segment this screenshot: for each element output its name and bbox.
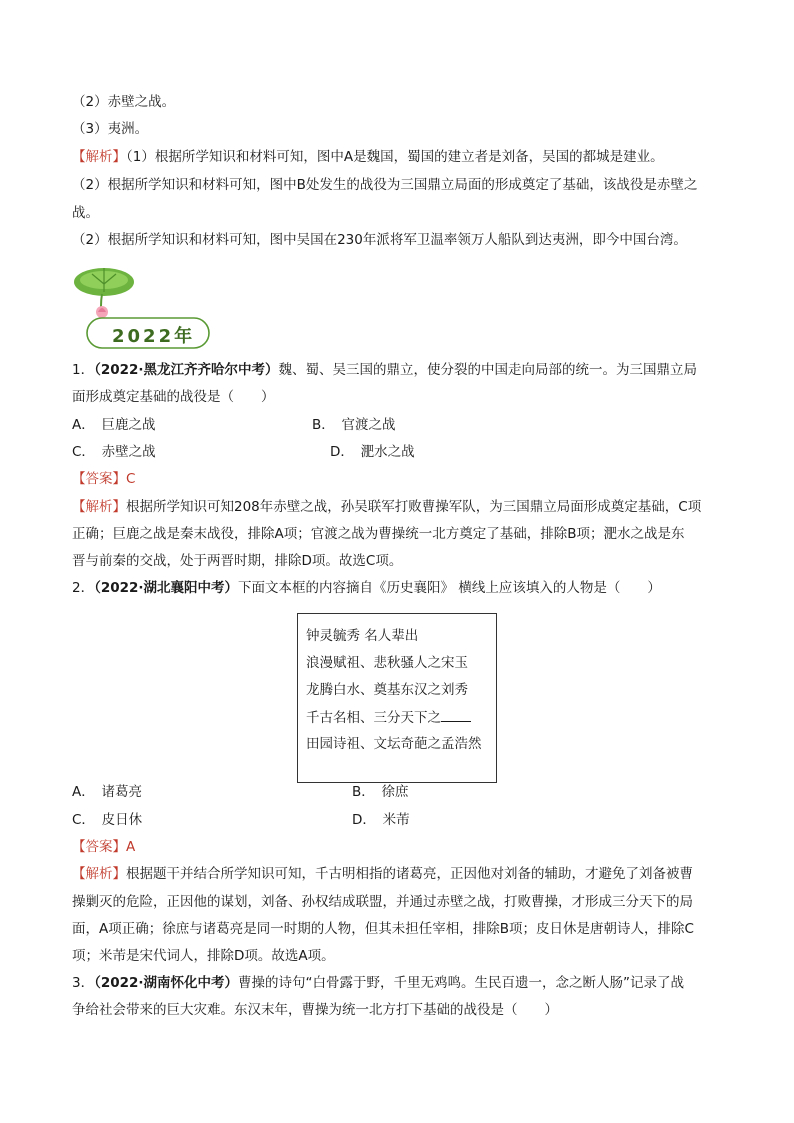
q3-stem-text: 曹操的诗句“白骨露于野，千里无鸡鸣。生民百遗一，念之断人肠”记录了战 xyxy=(238,975,685,991)
year-badge-label: 2022年 xyxy=(112,326,196,347)
q3-stem-line-1 xyxy=(72,973,684,993)
q2-option-b: B． 徐庶 xyxy=(352,784,409,800)
q1-source: （2022·黑龙江齐齐哈尔中考） xyxy=(94,362,279,378)
q1-analysis-line-2: 正确；巨鹿之战是秦末战役，排除A项；官渡之战为曹操统一北方奠定了基础，排除B项；淝水之战是东 xyxy=(72,526,685,542)
analysis-line-1 xyxy=(72,147,664,167)
fill-in-blank xyxy=(441,707,471,722)
q2-answer-value: A xyxy=(126,839,136,855)
q2-number: 2． xyxy=(72,580,95,596)
q1-option-b: B． 官渡之战 xyxy=(312,417,396,433)
q3-source: （2022·湖南怀化中考） xyxy=(94,975,239,991)
q1-analysis-line-3: 晋与前秦的交战，处于两晋时期，排除D项。故选C项。 xyxy=(72,553,403,569)
q1-analysis-line-1 xyxy=(72,497,701,517)
q2-analysis-label: 【解析】 xyxy=(72,866,126,882)
analysis-line-3: 战。 xyxy=(72,205,99,221)
box-line-2: 浪漫赋祖、悲秋骚人之宋玉 xyxy=(306,655,468,671)
answer-line-2: （2）赤壁之战。 xyxy=(72,94,176,110)
q2-stem-line xyxy=(72,578,661,598)
q1-stem-text: 魏、蜀、吴三国的鼎立，使分裂的中国走向局部的统一。为三国鼎立局 xyxy=(278,362,698,378)
q1-analysis-label: 【解析】 xyxy=(72,499,126,515)
q2-option-d: D． 米芾 xyxy=(352,812,410,828)
box-line-5: 田园诗祖、文坛奇葩之孟浩然 xyxy=(306,736,482,752)
q2-source: （2022·湖北襄阳中考） xyxy=(94,580,239,596)
q3-stem-line-2: 争给社会带来的巨大灾难。东汉末年，曹操为统一北方打下基础的战役是（ ） xyxy=(72,1002,558,1018)
q2-analysis-line-1 xyxy=(72,864,693,884)
q2-analysis-text: 根据题干并结合所学知识可知，千古明相指的诸葛亮，正因他对刘备的辅助，才避免了刘备被曹 xyxy=(126,866,693,882)
q1-analysis-text: 根据所学知识可知208年赤壁之战，孙吴联军打败曹操军队，为三国鼎立局面形成奠定基础，C项 xyxy=(126,499,702,515)
box-line-1: 钟灵毓秀 名人辈出 xyxy=(306,628,419,644)
analysis-label: 【解析】 xyxy=(72,149,126,165)
analysis-line-2: （2）根据所学知识和材料可知，图中B处发生的战役为三国鼎立局面的形成奠定了基础，该战役是赤壁之 xyxy=(72,177,698,193)
q2-answer xyxy=(72,837,135,857)
year-badge xyxy=(72,262,212,352)
answer-line-3: （3）夷洲。 xyxy=(72,121,149,137)
q1-answer-label: 【答案】 xyxy=(72,471,126,487)
analysis-text: （1）根据所学知识和材料可知，图中A是魏国，蜀国的建立者是刘备，吴国的都城是建业。 xyxy=(126,149,664,165)
q3-number: 3． xyxy=(72,975,95,991)
q2-analysis-line-2: 操剿灭的危险，正因他的谋划，刘备、孙权结成联盟，并通过赤壁之战，打败曹操，才形成三分天下的局 xyxy=(72,894,693,910)
q1-answer-value: C xyxy=(126,471,136,487)
q2-option-a: A． 诸葛亮 xyxy=(72,784,142,800)
q2-answer-label: 【答案】 xyxy=(72,839,126,855)
q2-analysis-line-3: 面，A项正确；徐庶与诸葛亮是同一时期的人物，但其未担任宰相，排除B项；皮日休是唐朝诗人，排除C xyxy=(72,921,694,937)
q1-option-a: A． 巨鹿之战 xyxy=(72,417,156,433)
q1-stem-line-2: 面形成奠定基础的战役是（ ） xyxy=(72,389,275,405)
q2-option-c: C． 皮日休 xyxy=(72,812,143,828)
quote-text-box xyxy=(297,613,497,783)
q2-analysis-line-4: 项；米芾是宋代词人，排除D项。故选A项。 xyxy=(72,948,335,964)
q1-option-d: D． 淝水之战 xyxy=(330,444,415,460)
box-line-3: 龙腾白水、奠基东汉之刘秀 xyxy=(306,682,468,698)
box-line-4 xyxy=(306,707,471,728)
q1-option-c: C． 赤壁之战 xyxy=(72,444,156,460)
q2-stem-text: 下面文本框的内容摘自《历史襄阳》 横线上应该填入的人物是（ ） xyxy=(238,580,661,596)
q1-number: 1． xyxy=(72,362,95,378)
q1-stem-line-1 xyxy=(72,360,697,380)
box-line-4-text: 千古名相、三分天下之 xyxy=(306,710,441,726)
q1-answer xyxy=(72,469,135,489)
analysis-line-4: （2）根据所学知识和材料可知，图中吴国在230年派将军卫温率领万人船队到达夷洲，即今中国台湾。 xyxy=(72,232,687,248)
